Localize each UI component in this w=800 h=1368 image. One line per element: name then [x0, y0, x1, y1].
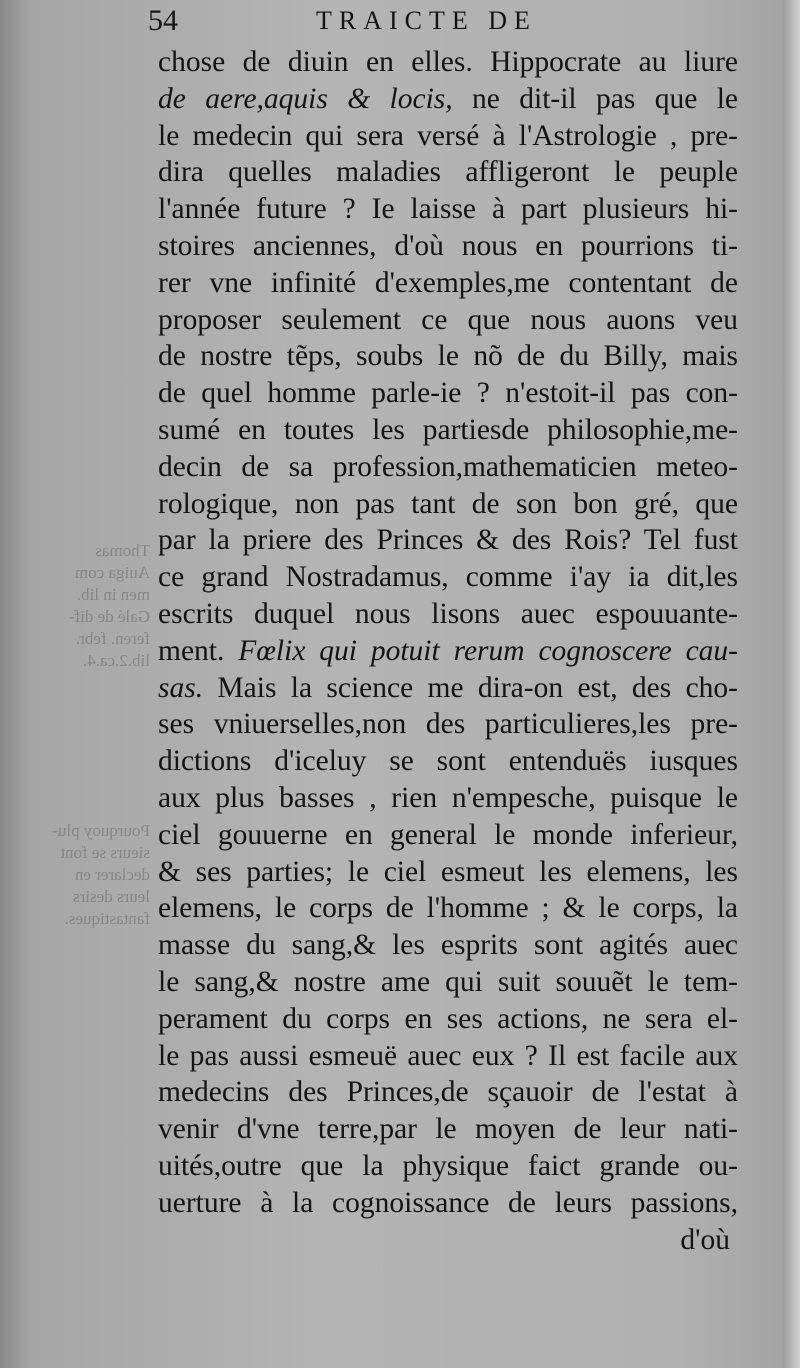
page-header: [148, 4, 748, 42]
text-line: masse du sang,& les esprits sont agités auec: [158, 929, 738, 962]
text-line: escrits duquel nous lisons auec espouuante-: [158, 597, 738, 630]
text-line: le pas aussi esmeuë auec eux ? Il est facile aux: [158, 1039, 738, 1072]
text-line: rer vne infinité d'exemples,me contentant de: [158, 266, 738, 299]
text-line: [158, 633, 738, 670]
italic-span: sas.: [158, 671, 204, 704]
text-line: decin de sa profession,mathematicien meteo-: [158, 450, 738, 483]
text-line: perament du corps en ses actions, ne sera el-: [158, 1002, 738, 1035]
text-line: dictions d'iceluy se sont entenduës iusques: [158, 745, 738, 778]
text-line: dira quelles maladies affligeront le peuple: [158, 156, 738, 189]
text-line: uités,outre que la physique faict grande ou-: [158, 1149, 738, 1182]
text-line: ciel gouuerne en general le monde inferieur,: [158, 818, 738, 851]
text-line: de quel homme parle-ie ? n'estoit-il pas con-: [158, 377, 738, 410]
text-line: rologique, non pas tant de son bon gré, que: [158, 487, 738, 520]
body-text: [158, 44, 738, 1258]
bleed-line: Thomas: [95, 541, 150, 560]
running-title: TRAICTE DE: [316, 6, 537, 35]
margin-bleed-through-b: [20, 820, 150, 930]
text-line: venir d'vne terre,par le moyen de leur nati-: [158, 1113, 738, 1146]
italic-span: Fœlix qui potuit rerum cognoscere cau-: [238, 634, 738, 667]
text-span: Mais la science me dira-on est, des cho-: [203, 671, 738, 704]
text-line: ce grand Nostradamus, comme i'ay ia dit,les: [158, 561, 738, 594]
bleed-line: men in lib.: [76, 585, 150, 604]
text-span: ne dit-il pas que le: [452, 82, 738, 115]
text-line: sumé en toutes les partiesde philosophie,me-: [158, 413, 738, 446]
text-line: & ses parties; le ciel esmeut les elemens, les: [158, 855, 738, 888]
bleed-line: feren. febr.: [75, 629, 150, 648]
text-line: [158, 81, 738, 118]
page-edge: [782, 0, 800, 1368]
text-line: proposer seulement ce que nous auons veu: [158, 303, 738, 336]
text-line: l'année future ? Ie laisse à part plusieurs hi-: [158, 193, 738, 226]
text-line: le sang,& nostre ame qui suit souuẽt le tem-: [158, 965, 738, 998]
bleed-line: Pourquoy plu-: [52, 821, 150, 840]
bleed-line: fantastiques.: [64, 909, 150, 928]
text-line: d'où: [680, 1223, 730, 1256]
text-line: de nostre tẽps, soubs le nõ de du Billy, mais: [158, 340, 738, 373]
text-line: [158, 670, 738, 707]
text-line: par la priere des Princes & des Rois? Tel fust: [158, 524, 738, 557]
text-line: ses vniuerselles,non des particulieres,les pre-: [158, 708, 738, 741]
bleed-line: sieurs se font: [60, 843, 150, 862]
text-line: uerture à la cognoissance de leurs passions,: [158, 1186, 738, 1219]
text-line: aux plus basses , rien n'empesche, puisque le: [158, 781, 738, 814]
bleed-line: leurs desirs: [73, 887, 150, 906]
text-line: stoires anciennes, d'où nous en pourrions ti-: [158, 229, 738, 262]
text-line: elemens, le corps de l'homme ; & le corps, la: [158, 892, 738, 925]
page-number: 54: [148, 4, 178, 37]
text-line: chose de diuin en elles. Hippocrate au liure: [158, 46, 738, 78]
margin-bleed-through-a: [20, 540, 150, 672]
bleed-line: lib.2.ca.4.: [82, 651, 150, 670]
bleed-line: declarer en: [74, 865, 150, 884]
text-line: medecins des Princes,de sçauoir de l'estat à: [158, 1076, 738, 1109]
text-line: le medecin qui sera versé à l'Astrologie , pre-: [158, 119, 738, 152]
bleed-line: Galé de dif-: [68, 607, 150, 626]
text-span: ment.: [158, 634, 239, 667]
bleed-line: Auiga com: [74, 563, 150, 582]
italic-span: de aere,aquis & locis,: [158, 82, 453, 115]
